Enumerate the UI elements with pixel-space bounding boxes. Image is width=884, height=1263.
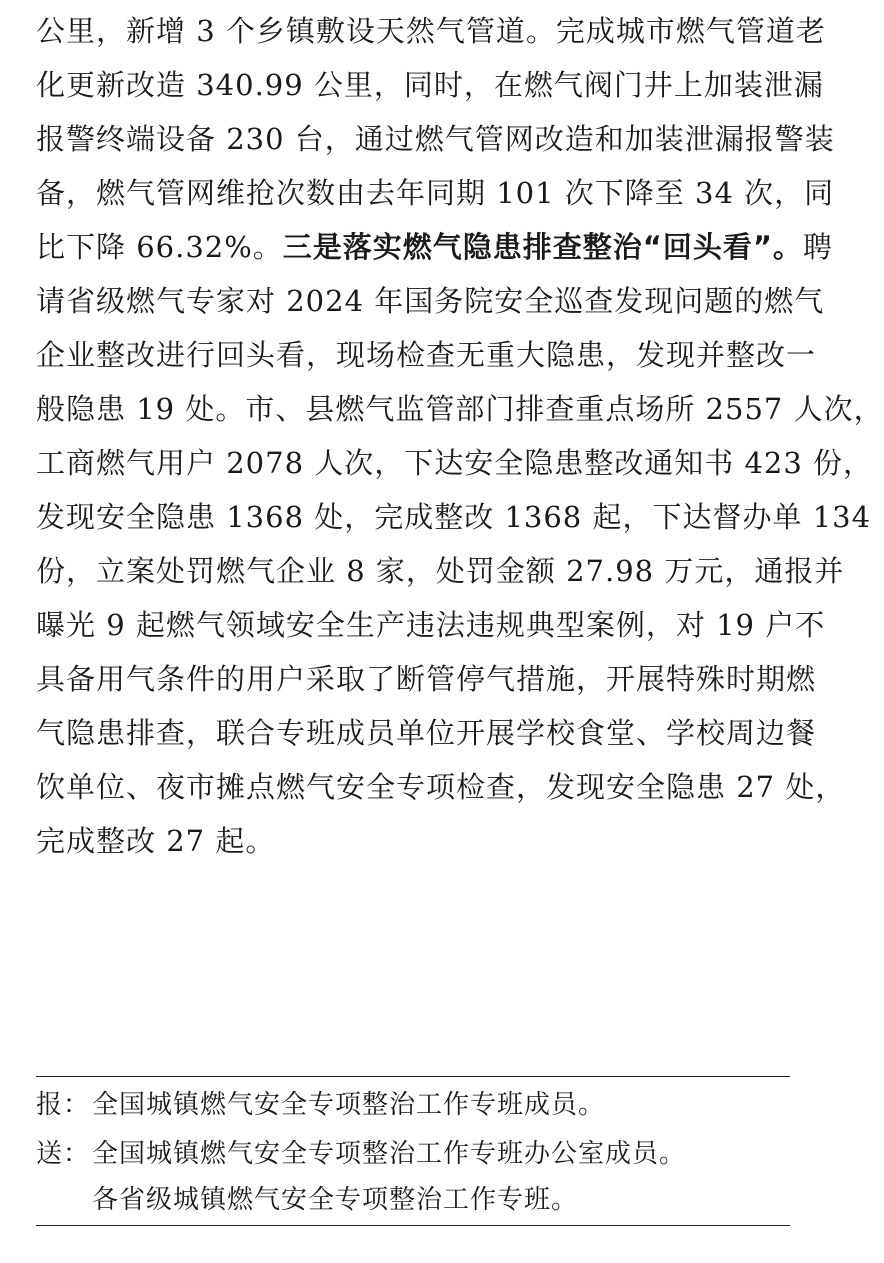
report-to-line xyxy=(36,1085,605,1125)
text-line: 般隐患 19 处。市、县燃气监管部门排查重点场所 2557 人次， xyxy=(36,392,884,426)
text-line: 备，燃气管网维抢次数由去年同期 101 次下降至 34 次，同 xyxy=(36,176,835,210)
text-line: 报警终端设备 230 台，通过燃气管网改造和加装泄漏报警装 xyxy=(36,122,835,156)
text-line: 完成整改 27 起。 xyxy=(36,824,276,858)
body-paragraph xyxy=(36,4,884,868)
text-line: 发现安全隐患 1368 处，完成整改 1368 起，下达督办单 134 xyxy=(36,500,872,534)
text-line: 企业整改进行回头看，现场检查无重大隐患，发现并整改一 xyxy=(36,338,817,372)
text-line: 份，立案处罚燃气企业 8 家，处罚金额 27.98 万元，通报并 xyxy=(36,554,845,588)
text-line: 气隐患排查，联合专班成员单位开展学校食堂、学校周边餐 xyxy=(36,716,817,750)
text-line: 工商燃气用户 2078 人次，下达安全隐患整改通知书 423 份， xyxy=(36,446,874,480)
report-recipients: 全国城镇燃气安全专项整治工作专班成员。 xyxy=(92,1090,606,1120)
send-recipients-primary: 全国城镇燃气安全专项整治工作专班办公室成员。 xyxy=(92,1139,687,1169)
distribution-top-divider xyxy=(36,1076,790,1077)
send-to-continuation-line xyxy=(92,1180,578,1220)
send-to-line xyxy=(36,1134,686,1174)
distribution-bottom-divider xyxy=(36,1225,790,1226)
text-line: 公里，新增 3 个乡镇敷设天然气管道。完成城市燃气管道老 xyxy=(36,14,826,48)
text-line: 比下降 66.32%。三是落实燃气隐患排查整治“回头看”。聘 xyxy=(36,230,833,264)
report-label: 报： xyxy=(36,1090,91,1120)
text-line: 饮单位、夜市摊点燃气安全专项检查，发现安全隐患 27 处， xyxy=(36,770,846,804)
section-heading-inline: 三是落实燃气隐患排查整治“回头看”。 xyxy=(282,230,803,264)
text-line: 曝光 9 起燃气领域安全生产违法违规典型案例，对 19 户不 xyxy=(36,608,826,642)
text-line: 具备用气条件的用户采取了断管停气措施，开展特殊时期燃 xyxy=(36,662,817,696)
text-line: 化更新改造 340.99 公里，同时，在燃气阀门井上加装泄漏 xyxy=(36,68,824,102)
text-line: 请省级燃气专家对 2024 年国务院安全巡查发现问题的燃气 xyxy=(36,284,825,318)
send-recipients-secondary: 各省级城镇燃气安全专项整治工作专班。 xyxy=(92,1185,579,1215)
send-label: 送： xyxy=(36,1139,91,1169)
